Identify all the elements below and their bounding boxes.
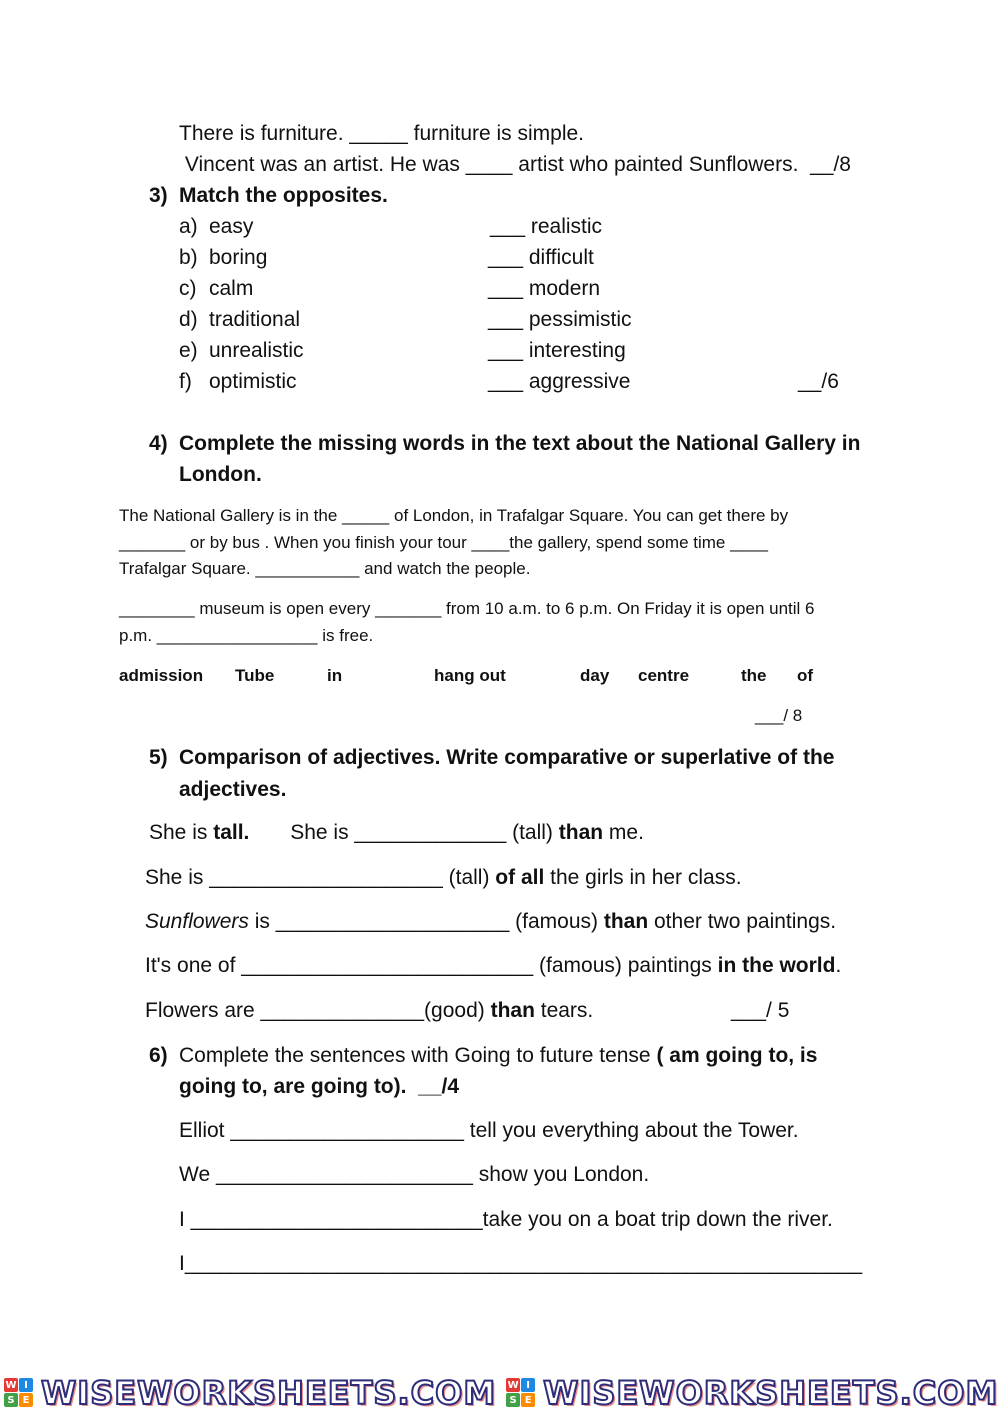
- gallery-text-line: _______ or by bus . When you finish your tour ____the gallery, spend some time ____: [119, 533, 768, 552]
- section-3-title: Match the opposites.: [179, 184, 388, 207]
- match-right-item: ___ interesting: [488, 339, 626, 362]
- going-to-sentence: Elliot ____________________ tell you everything about the Tower.: [179, 1119, 799, 1142]
- match-left-word: calm: [209, 277, 254, 300]
- section-4-number: 4): [149, 432, 168, 455]
- logo-tile: W: [5, 1379, 17, 1391]
- word-bank-item: Tube: [235, 666, 275, 685]
- wiseworksheets-logo-icon: [4, 1378, 33, 1407]
- section-5-title: Comparison of adjectives. Write comparative or superlative of the: [179, 746, 835, 769]
- section-5-number: 5): [149, 746, 168, 769]
- going-to-sentence: I__________________________________________________________: [179, 1252, 863, 1275]
- section-3-score: __/6: [798, 370, 839, 393]
- word-bank-item: day: [580, 666, 610, 685]
- section-6-title-cont: going to, are going to). __/4: [179, 1075, 460, 1098]
- section-3-number: 3): [149, 184, 168, 207]
- match-left-word: boring: [209, 246, 268, 269]
- logo-tile: S: [4, 1393, 18, 1407]
- match-left-key: d): [179, 308, 198, 331]
- match-left-key: c): [179, 277, 197, 300]
- comparison-sentence: It's one of _________________________ (famous) paintings in the world.: [145, 954, 842, 977]
- section-4-title-cont: London.: [179, 463, 262, 486]
- section-6-number: 6): [149, 1044, 168, 1067]
- section-4-score: ___/ 8: [755, 706, 803, 725]
- comparison-sentence: Sunflowers is ____________________ (famous) than other two paintings.: [145, 910, 837, 933]
- word-bank-item: admission: [119, 666, 204, 685]
- watermark-footer: [0, 1372, 1000, 1413]
- wiseworksheets-logo-icon: [506, 1378, 535, 1407]
- logo-tile: I: [19, 1378, 33, 1392]
- gallery-text-line: p.m. _________________ is free.: [119, 626, 374, 645]
- section-6-title: Complete the sentences with Going to future tense ( am going to, is: [179, 1044, 818, 1067]
- gallery-text-line: Trafalgar Square. ___________ and watch the people.: [119, 559, 531, 578]
- sentence-furniture: There is furniture. _____ furniture is simple.: [179, 122, 585, 145]
- word-bank-item: hang out: [434, 666, 506, 685]
- gallery-text-line: The National Gallery is in the _____ of London, in Trafalgar Square. You can get there by: [119, 506, 789, 525]
- match-right-item: ___ realistic: [490, 215, 603, 238]
- word-bank-item: of: [797, 666, 814, 685]
- going-to-sentence: We ______________________ show you London.: [179, 1163, 650, 1186]
- logo-tile: S: [506, 1393, 520, 1407]
- logo-tile: E: [521, 1393, 535, 1407]
- watermark-text: WISEWORKSHEETS.COM: [41, 1373, 497, 1412]
- section-4-title: Complete the missing words in the text about the National Gallery in: [179, 432, 861, 455]
- match-left-key: b): [179, 246, 198, 269]
- match-left-word: unrealistic: [209, 339, 304, 362]
- sentence-vincent: Vincent was an artist. He was ____ artist who painted Sunflowers. __/8: [179, 153, 851, 176]
- gallery-text-line: ________ museum is open every _______ from 10 a.m. to 6 p.m. On Friday it is open until 6: [119, 599, 815, 618]
- word-bank-item: in: [327, 666, 343, 685]
- comparison-sentence: She is ____________________ (tall) of all the girls in her class.: [145, 866, 742, 889]
- section-5-title-cont: adjectives.: [179, 778, 287, 801]
- match-left-key: a): [179, 215, 198, 238]
- section-5-score: ___/ 5: [731, 999, 790, 1022]
- match-left-key: f): [179, 370, 192, 393]
- watermark-text: WISEWORKSHEETS.COM: [543, 1373, 999, 1412]
- match-left-word: optimistic: [209, 370, 297, 393]
- match-left-key: e): [179, 339, 198, 362]
- comparison-sentence: Flowers are ______________(good) than tears.: [145, 999, 594, 1022]
- match-left-word: traditional: [209, 308, 301, 331]
- logo-tile: I: [521, 1378, 535, 1392]
- match-right-item: ___ difficult: [488, 246, 594, 269]
- going-to-sentence: I _________________________take you on a boat trip down the river.: [179, 1208, 833, 1231]
- logo-tile: E: [19, 1393, 33, 1407]
- logo-tile: W: [507, 1379, 519, 1391]
- match-left-word: easy: [209, 215, 254, 238]
- comparison-example: She is tall. She is _____________ (tall) than me.: [149, 821, 644, 844]
- word-bank-item: centre: [638, 666, 690, 685]
- match-right-item: ___ modern: [488, 277, 601, 300]
- match-right-item: ___ aggressive: [488, 370, 631, 393]
- word-bank-item: the: [741, 666, 767, 685]
- match-right-item: ___ pessimistic: [488, 308, 632, 331]
